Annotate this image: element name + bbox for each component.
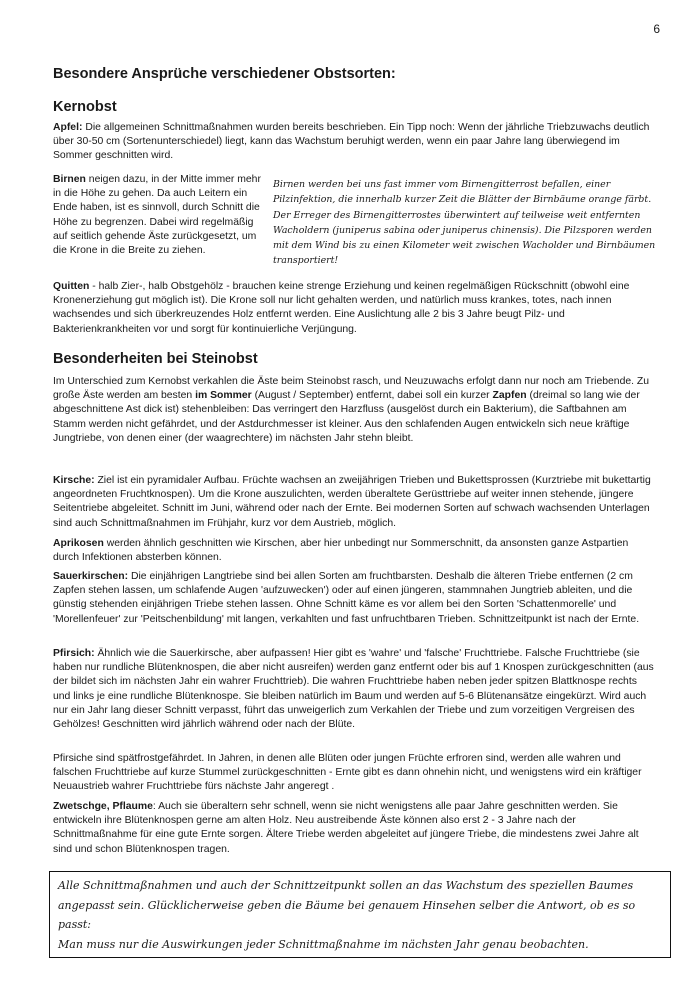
text-pfirsich: Ähnlich wie die Sauerkirsche, aber aufpassen! Hier gibt es 'wahre' und 'falsche' Fruchttriebe. Falsche Fruchttriebe (sie haben nur rundliche Blütenknospen, die aber nicht ausreifen) werden ganz entfernt oder bis auf 1 Knospen zurückgeschnitten (aus der bildet sich im nächsten Jahr ein wahrer Fruchttrieb). Die wahren Fruchttriebe haben neben jeder spitzen Blattknospe rechts und links je eine rundliche Blütenknospe. Sie bleiben natürlich im Baum und werden auf 5-6 Blütenansätze eingekürzt. Wird auch nur ein Jahr lang dieser Schnitt verpasst, führt das unweigerlich zum Verkahlen der Triebe und zum vorzeitigen Vergreisen des Gehölzes! Geschnitten wird jährlich während oder nach der Blüte.	[53, 648, 654, 731]
text-intro-c: (dreimal so lang wie der abgeschnittene Ast dick ist) stehenbleiben: Das verringert den Harzfluss (ausgelöst durch ein Bakterium), die Saftbahnen am Stamm werden nicht gefährdet, und der Astdurchmesser ist kleiner. Aus den schlafenden Augen entwickeln sich neue kräftige Jungtriebe, von denen einer (der waagrechtere) im nächsten Jahr stehn bleibt.	[53, 390, 640, 444]
label-sauerkirschen: Sauerkirschen:	[53, 571, 129, 582]
text-intro-a: Im Unterschied zum Kernobst verkahlen die Äste beim Steinobst rasch, und Neuzuwachs erfolgt dann nur noch am Triebende. Zu große Äste werden am besten	[53, 376, 650, 402]
label-zwetschge: Zwetschge, Pflaume	[53, 801, 153, 812]
summary-line-1: Alle Schnittmaßnahmen und auch der Schnittzeitpunkt sollen an das Wachstum des speziellen Baumes angepasst sein. Glücklicherweise geben die Bäume bei genauem Hinsehen selber die Antwort, ob es so passt:	[58, 879, 636, 931]
heading-kernobst: Kernobst	[53, 99, 117, 115]
paragraph-pfirsich	[53, 647, 657, 732]
text-sauerkirschen: Die einjährigen Langtriebe sind bei allen Sorten am fruchtbarsten. Deshalb die älteren Triebe entfernen (2 cm Zapfen stehen lassen, um schlafende Augen 'aufzuwecken') oder auf einen jüngeren, stammnahen Jungtrieb ableiten, und die günstig stehenden einjährigen Triebe stehen lassen. Ohne Schnitt käme es vor allem bei den Sorten 'Schattenmorelle' und 'Morellenfeuer' zur 'Peitschenbildung' mit langen, verkahlten und fast unfruchtbaren Trieben. Schnittzeitpunkt ist nach der Ernte.	[53, 571, 640, 625]
paragraph-zwetschge	[53, 800, 657, 857]
handwritten-summary-box	[49, 871, 671, 958]
text-kirsche: Ziel ist ein pyramidaler Aufbau. Früchte wachsen an zweijährigen Trieben und Bukettsprossen (Kurztriebe mit bukettartig angeordneten Fruchtknospen). Um die Krone auszulichten, werden überaltete Gerüsttriebe auf weiter innen stehende, jüngere Seitentriebe abgeleitet. Schnitt im Juni, während oder nach der Ernte. Bei modernen Sorten auf schwach wachsenden Unterlagen sind auch Schnittmaßnahmen im Frühjahr, kurz vor dem Austrieb, möglich.	[53, 475, 651, 529]
label-birnen: Birnen	[53, 174, 86, 185]
text-quitten: - halb Zier-, halb Obstgehölz - brauchen keine strenge Erziehung und keinen regelmäßigen Rückschnitt (obwohl eine Kronenerziehung gut möglich ist). Die Krone soll nur licht gehalten werden, und natürlich muss krankes, totes, nach innen wachsendes und sich überkreuzendes Holz entfernt werden. Eine Auslichtung alle 2 bis 3 Jahre beugt Pilz- und Bakterienkrankheiten vor und sorgt für kontinuierliche Verjüngung.	[53, 281, 630, 335]
bold-im-sommer: im Sommer	[195, 390, 252, 402]
label-aprikosen: Aprikosen	[53, 538, 104, 549]
bold-zapfen: Zapfen	[492, 390, 527, 402]
page-title: Besondere Ansprüche verschiedener Obstsorten:	[53, 66, 396, 82]
summary-line-2: Man muss nur die Auswirkungen jeder Schnittmaßnahme im nächsten Jahr genau beobachten.	[58, 937, 589, 951]
text-apfel: Die allgemeinen Schnittmaßnahmen wurden bereits beschrieben. Ein Tipp noch: Wenn der jährliche Triebzuwachs deutlich über 30-50 cm (Sortenunterschiedel) liegt, kann das Wachstum beruhigt werden, wenn ein paar Jahre lang überwiegend im Sommer geschnitten wird.	[53, 122, 650, 162]
label-pfirsich: Pfirsich:	[53, 648, 95, 659]
paragraph-quitten	[53, 280, 657, 337]
label-quitten: Quitten	[53, 281, 90, 292]
paragraph-pfirsich-spaetfrost: Pfirsiche sind spätfrostgefährdet. In Jahren, in denen alle Blüten oder jungen Früchte erfroren sind, werden alle wahren und falschen Fruchttriebe auf kurze Stummel zurückgeschnitten - Ernte gibt es dann ohnehin nicht, und wenigstens wird ein kräftiger Neuaustrieb wahrer Fruchttriebe fürs nächste Jahr angeregt .	[53, 753, 642, 793]
heading-steinobst: Besonderheiten bei Steinobst	[53, 351, 258, 367]
paragraph-aprikosen	[53, 537, 657, 565]
text-birnen: neigen dazu, in der Mitte immer mehr in die Höhe zu gehen. Da auch Leitern ein Ende haben, ist es sinnvoll, durch Schnitt die Höhe zu begrenzen. Dabei wird regelmäßig auf seitlich gehende Äste zurückgesetzt, um die Krone in die Breite zu ziehen.	[53, 174, 261, 257]
paragraph-apfel	[53, 121, 653, 164]
text-intro-b: (August / September) entfernt, dabei soll ein kurzer	[251, 390, 493, 402]
label-apfel: Apfel:	[53, 122, 83, 133]
text-zwetschge: : Auch sie überaltern sehr schnell, wenn sie nicht wenigstens alle paar Jahre geschnitten werden. Sie entwickeln ihre Blütenknospen gerne am alten Holz. Neu austreibende Äste können also erst 2 - 3 Jahre nach der Schnittmaßnahme für eine gute Ernte sorgen. Ältere Triebe werden abgeleitet auf jüngere Triebe, die mindestens zwei Jahre alt sind und schon Blütenknospen tragen.	[53, 801, 639, 855]
handwritten-note-birnengitterrost: Birnen werden bei uns fast immer vom Birnengitterrost befallen, einer Pilzinfektion, die innerhalb kurzer Zeit die Blätter der Birnbäume orange färbt. Der Erreger des Birnengitterrostes überwintert auf teilweise weit entfernten Wacholdern (juniperus sabina oder juniperus chinensis). Die Pilzsporen werden mit dem Wind bis zu einen Kilometer weit zwischen Wacholder und Birnbäumen transportiert!	[273, 179, 656, 267]
label-kirsche: Kirsche:	[53, 475, 95, 486]
text-aprikosen: werden ähnlich geschnitten wie Kirschen, aber hier unbedingt nur Sommerschnitt, da ansonsten ganze Astpartien durch Infektionen absterben können.	[53, 538, 629, 564]
paragraph-birnen	[53, 173, 265, 258]
paragraph-kirsche	[53, 474, 657, 531]
page-number: 6	[653, 22, 660, 36]
paragraph-sauerkirschen	[53, 570, 657, 627]
paragraph-steinobst-intro	[53, 375, 657, 446]
